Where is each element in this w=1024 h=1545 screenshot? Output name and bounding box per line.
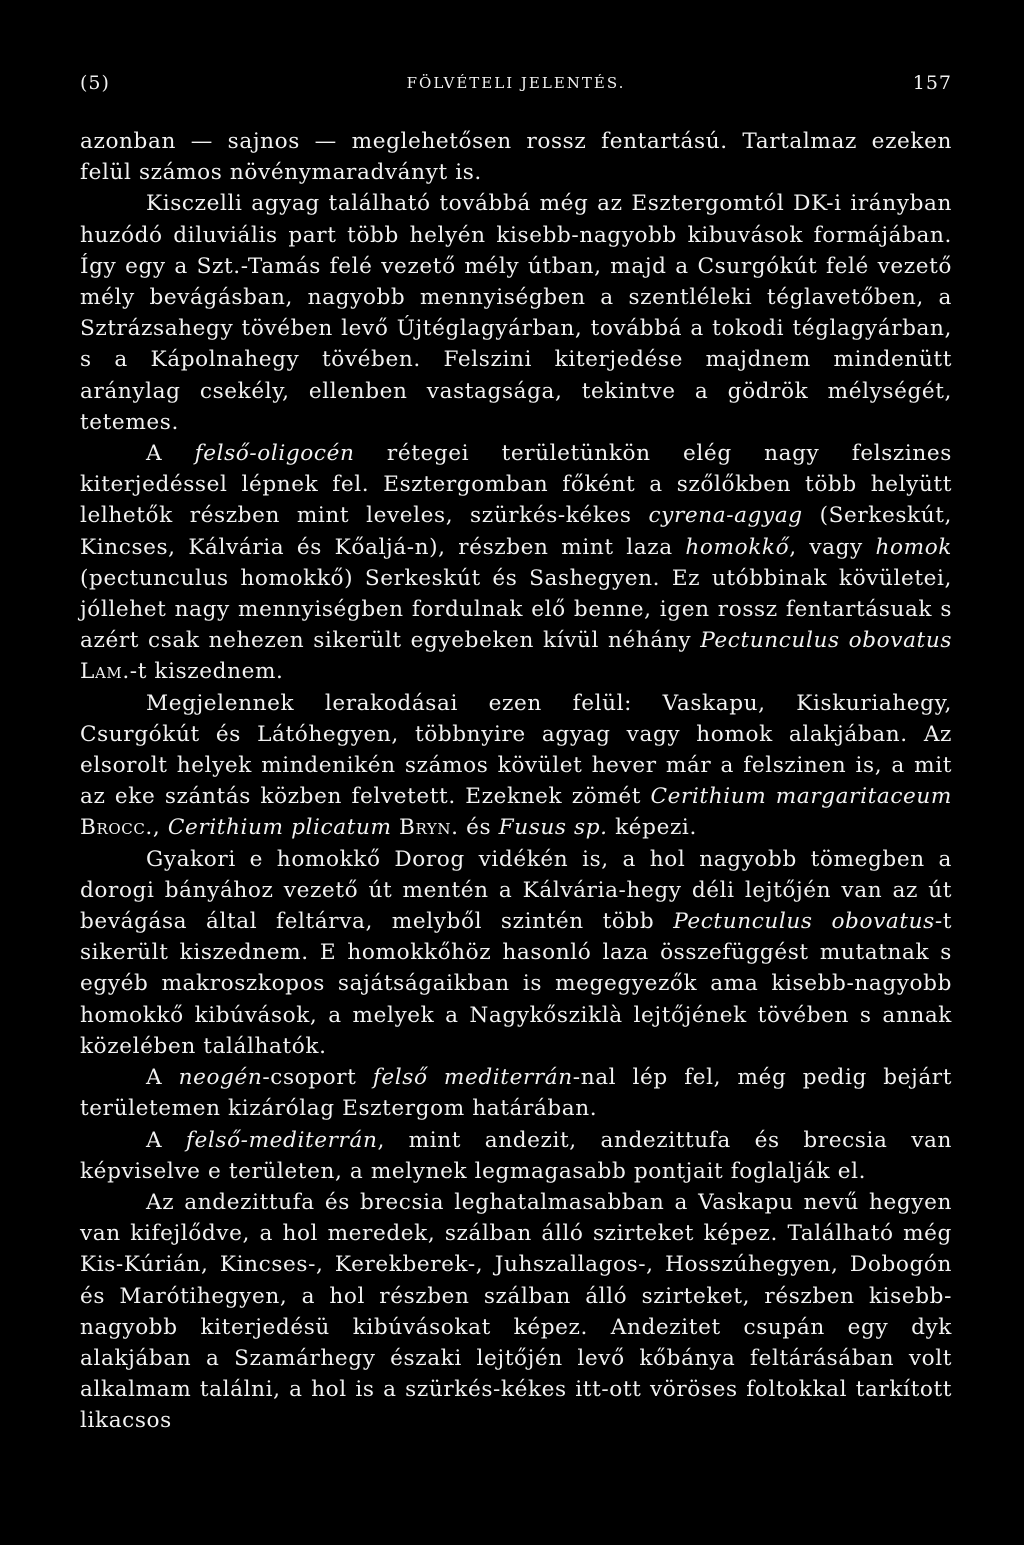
paragraph [80, 1187, 952, 1437]
text-run: (pectunculus homokkő) Serkeskút és Sashegyen. Ez utóbbinak kövületei, jóllehet nagy mennyiségben fordulnak elő benne, igen rossz fentartásuak s azért csak nehezen sikerült egyebeken kívül néhány [80, 565, 952, 654]
text-run: A [146, 1127, 186, 1153]
italic-term: Cerithium plicatum [167, 815, 392, 841]
italic-term: felső mediterrán [372, 1065, 573, 1091]
section-number: (5) [80, 72, 110, 94]
text-run: és [458, 815, 499, 841]
text-run: , mint andezit, andezittufa és brecsia van képviselve e területen, a melynek legmagasabb pontjait foglalják el. [80, 1127, 952, 1184]
italic-term: homok [875, 534, 952, 560]
text-run: -t sikerült kiszednem. E homokkőhöz hasonló laza összefüggést mutatnak s egyéb makroszkopos sajátságaikban is megegyezők ama kisebb-nagyobb homokkő kibúvások, a melyek a Nagykősziklà lejtőjének tövében s annak közelében találhatók. [80, 909, 953, 1059]
text-run: A [146, 1065, 179, 1091]
running-title: FÖLVÉTELI JELENTÉS. [406, 74, 626, 92]
paragraph [80, 188, 952, 438]
page-number: 157 [912, 72, 952, 94]
text-run: azonban — sajnos — meglehetősen rossz fentartású. Tartalmaz ezeken felül számos növénymaradványt is. [80, 129, 952, 186]
text-run: , vagy [789, 534, 876, 560]
text-run: rétegei területünkön elég nagy felszines kiterjedéssel lépnek fel. Esztergomban főként a szőlőkben több helyütt lelhetők részben mint leveles, szürkés-kékes [80, 441, 952, 529]
paragraph [80, 1125, 952, 1187]
author-abbrev: Lam. [80, 659, 130, 685]
text-run: , [152, 815, 168, 841]
text-run: -t kiszednem. [129, 659, 284, 685]
paragraph [80, 844, 952, 1062]
paragraph [80, 126, 952, 188]
author-abbrev: Brocc. [80, 815, 153, 841]
italic-term: homokkő [685, 534, 790, 560]
body-text [80, 126, 952, 1437]
italic-term: felső-oligocén [194, 441, 355, 467]
text-run: Gyakori e homokkő Dorog vidékén is, a hol nagyobb tömegben a dorogi bányához vezető út mentén a Kálvária-hegy déli lejtőjén van az út bevágása által feltárva, melyből szintén több [80, 846, 952, 935]
running-head [80, 72, 952, 102]
text-run [392, 815, 399, 840]
paragraph [80, 688, 952, 844]
italic-term: felső-mediterrán [185, 1127, 378, 1153]
text-run: képezi. [607, 815, 697, 841]
text-run: A [146, 441, 195, 467]
italic-term: Cerithium margaritaceum [650, 784, 952, 810]
italic-term: neogén [178, 1065, 263, 1091]
author-abbrev: Bryn. [399, 815, 459, 841]
italic-term: Pectunculus obovatus [673, 909, 935, 935]
italic-term: Pectunculus obovatus [700, 628, 953, 654]
text-run: Megjelennek lerakodásai ezen felül: Vaskapu, Kiskuriahegy, Csurgókút és Látóhegyen, többnyire agyag vagy homok alakjában. Az elsorolt helyek mindenikén számos kövület hever már a felszinen is, a mit az eke szántás közben felvetett. Ezeknek zömét [80, 690, 952, 810]
italic-term: Fusus sp. [498, 815, 608, 841]
text-run: -csoport [262, 1065, 373, 1091]
text-run: -nal lép fel, még pedig bejárt területemen kizárólag Esztergom határában. [80, 1065, 952, 1122]
text-run: Az andezittufa és brecsia leghatalmasabban a Vaskapu nevű hegyen van kifejlődve, a hol meredek, szálban álló szirteket képez. Található még Kis-Kúrián, Kincses-, Kerekberek-, Juhszallagos-, Hosszúhegyen, Dobogón és Marótihegyen, a hol részben szálban álló szirteket, részben kisebb-nagyobb kiterjedésü kibúvásokat képez. Andezitet csupán egy dyk alakjában a Szamárhegy északi lejtőjén levő kőbánya feltárásában volt alkalmam találni, a hol is a szürkés-kékes itt-ott vöröses foltokkal tarkított likacsos [80, 1189, 952, 1434]
italic-term: cyrena-agyag [648, 503, 803, 529]
paragraph [80, 438, 952, 688]
text-run: (Serkeskút, Kincses, Kálvária és Kőaljá-n), részben mint laza [80, 503, 952, 560]
text-run: Kisczelli agyag található továbbá még az Esztergomtól DK-i irányban huzódó diluviális part több helyén kisebb-nagyobb kibuvások formájában. Így egy a Szt.-Tamás felé vezető mély útban, majd a Csurgókút felé vezető mély bevágásban, nagyobb mennyiségben a szentléleki téglavetőben, a Sztrázsahegy tövében levő Újtéglagyárban, továbbá a tokodi téglagyárban, s a Kápolnahegy tövében. Felszini kiterjedése majdnem mindenütt aránylag csekély, ellenben vastagsága, tekintve a gödrök mélységét, tetemes. [80, 191, 952, 435]
paragraph [80, 1062, 952, 1124]
document-page [80, 72, 952, 1437]
